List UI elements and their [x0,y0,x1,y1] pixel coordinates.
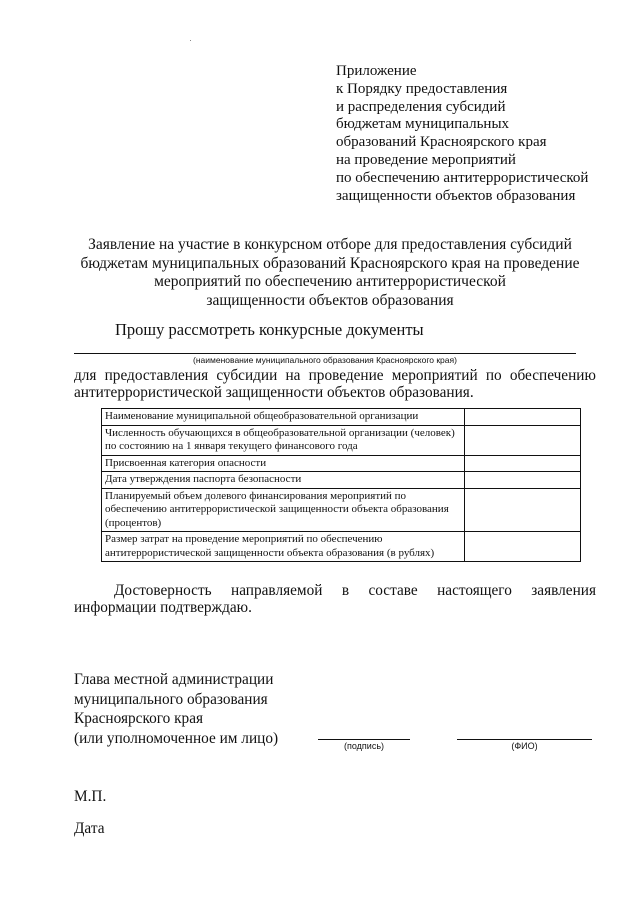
scan-speck [190,40,191,41]
organization-info-table [101,408,581,562]
request-text: Прошу рассмотреть конкурсные документы [115,320,424,339]
table-row [102,472,581,489]
table-row [102,409,581,426]
appendix-line: Приложение [336,63,417,79]
full-name-hint: (ФИО) [511,741,538,751]
signature-hint: (подпись) [343,741,385,751]
date-label: Дата [74,820,105,837]
appendix-line: на проведение мероприятий [336,151,516,168]
signatory-line: Глава местной администрации [74,671,274,688]
purpose-word: на [285,367,301,384]
purpose-paragraph [74,368,596,401]
purpose-line-1 [74,368,596,385]
row-label: Присвоенная категория опасности [102,455,465,472]
purpose-word: субсидии [216,367,278,384]
row-label: Наименование муниципальной общеобразовательной организации [102,409,465,426]
appendix-block [336,63,588,205]
purpose-word: для [74,367,97,384]
purpose-word: предоставления [104,367,209,384]
purpose-word: по [485,367,502,384]
signatory-line: Красноярского края [74,710,204,727]
purpose-word: проведение [308,367,384,384]
signatory-line: (или уполномоченное им лицо) [74,729,279,747]
row-value-field[interactable] [464,532,580,562]
row-value-field[interactable] [464,472,580,489]
title-line: защищенности объектов образования [206,291,454,309]
confirmation-word: в [341,582,350,599]
title-line: мероприятий по обеспечению антитеррористической [154,273,506,290]
row-label: Численность обучающихся в общеобразовательной организации (человек) по состоянию на 1 января текущего финансового года [102,425,465,455]
purpose-word: мероприятий [391,367,478,384]
confirmation-line-1 [74,582,596,599]
appendix-line: бюджетам муниципальных [336,116,510,133]
row-label: Размер затрат на проведение мероприятий по обеспечению антитеррористической защищенности объекта образования (в рублях) [102,532,465,562]
confirmation-word: заявления [531,582,596,599]
confirmation-word: Достоверность [114,582,212,599]
document-title [70,236,590,310]
appendix-line: образований Красноярского края [336,134,547,151]
row-value-field[interactable] [464,425,580,455]
confirmation-line-2: информации подтверждаю. [74,599,252,616]
table-row [102,532,581,562]
row-label: Планируемый объем долевого финансирования мероприятий по обеспечению антитеррористической защищенности объекта образования (процентов) [102,488,465,532]
row-value-field[interactable] [464,409,580,426]
row-label: Дата утверждения паспорта безопасности [102,472,465,489]
appendix-line: защищенности объектов образования [336,187,576,204]
confirmation-word: составе [368,582,418,599]
signature-field-line[interactable] [318,739,410,740]
confirmation-word: настоящего [437,582,512,599]
table-row [102,455,581,472]
confirmation-word: направляемой [231,582,323,599]
row-value-field[interactable] [464,488,580,532]
appendix-line: и распределения субсидий [336,98,506,115]
signatory-block [74,670,278,748]
municipality-fill-line[interactable] [74,353,576,354]
purpose-word: обеспечению [509,367,596,384]
table-row [102,425,581,455]
purpose-line-2: антитеррористической защищенности объектов образования. [74,383,474,401]
municipality-hint: (наименование муниципального образования Красноярского края) [193,355,457,365]
title-line: бюджетам муниципальных образований Красноярского края на проведение [80,254,580,272]
signatory-line: муниципального образования [74,690,268,708]
title-line: Заявление на участие в конкурсном отборе для предоставления субсидий [88,236,572,253]
appendix-line: к Порядку предоставления [336,80,508,97]
stamp-label: М.П. [74,788,107,805]
table-row [102,488,581,532]
full-name-field-line[interactable] [457,739,592,740]
row-value-field[interactable] [464,455,580,472]
confirmation-paragraph [74,582,596,616]
appendix-line: по обеспечению антитеррористической [336,169,589,186]
